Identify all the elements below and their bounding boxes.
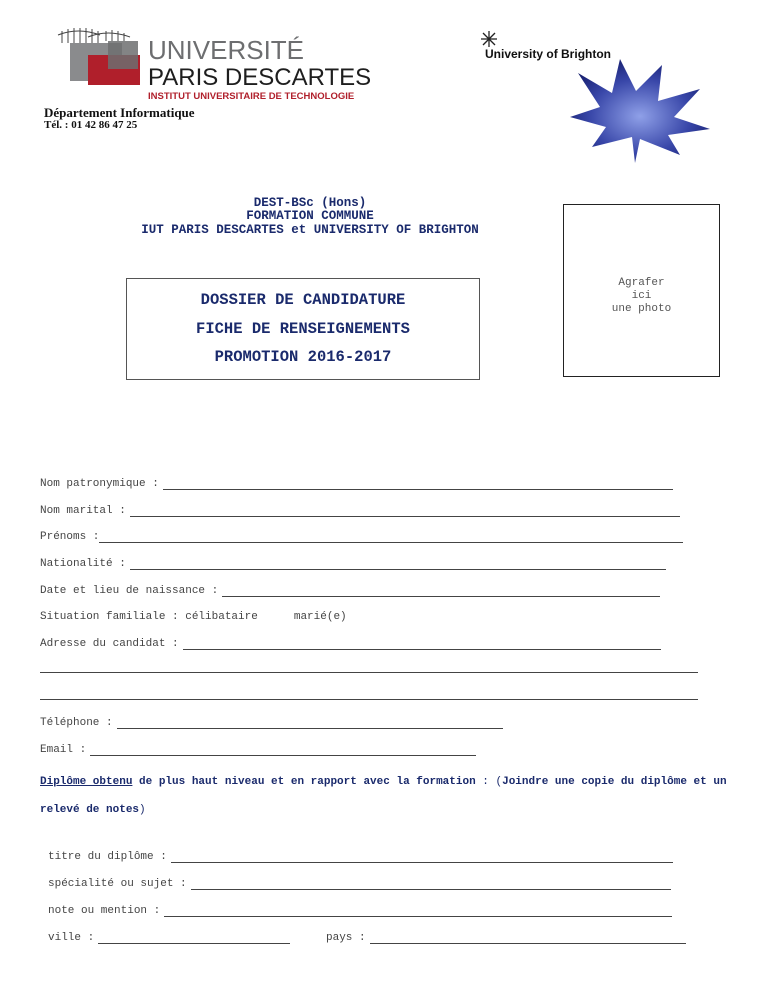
label-specialite: spécialité ou sujet : xyxy=(48,878,187,890)
field-nom-patronymique xyxy=(40,474,673,490)
field-specialite xyxy=(48,874,671,890)
label-titre-diplome: titre du diplôme : xyxy=(48,851,167,863)
input-line-telephone[interactable] xyxy=(117,717,503,729)
label-ville: ville : xyxy=(48,932,95,944)
logo-dark-block xyxy=(108,41,138,69)
photo-box[interactable] xyxy=(563,204,720,377)
label-telephone: Téléphone : xyxy=(40,717,113,729)
field-pays xyxy=(326,928,686,944)
input-line-ville[interactable] xyxy=(98,932,290,944)
title-box xyxy=(126,278,480,380)
photo-line3: une photo xyxy=(611,303,672,315)
diploma-paren-open: ( xyxy=(495,776,503,788)
title-line3: PROMOTION 2016-2017 xyxy=(214,348,392,366)
input-line-nom-patronymique[interactable] xyxy=(163,478,673,490)
field-nom-marital xyxy=(40,501,680,517)
field-titre-diplome xyxy=(48,847,673,863)
input-line-titre-diplome[interactable] xyxy=(171,851,673,863)
input-line-pays[interactable] xyxy=(370,932,686,944)
field-telephone xyxy=(40,713,503,729)
field-date-lieu-naissance xyxy=(40,581,660,597)
universite-paris-descartes-logo xyxy=(48,25,398,105)
diploma-underlined: Diplôme obtenu xyxy=(40,776,133,788)
department-name: Département Informatique xyxy=(44,105,195,120)
input-line-adresse-1[interactable] xyxy=(183,638,661,650)
input-line-prenoms[interactable] xyxy=(99,531,683,543)
univ-line3: INSTITUT UNIVERSITAIRE DE TECHNOLOGIE xyxy=(148,91,355,102)
photo-line1: Agrafer xyxy=(618,277,665,289)
department-phone: Tél. : 01 42 86 47 25 xyxy=(44,119,138,131)
field-prenoms xyxy=(40,527,683,543)
logo-tree-lines xyxy=(58,28,130,43)
title-line2: FICHE DE RENSEIGNEMENTS xyxy=(196,320,410,338)
diploma-bold-rest: de plus haut niveau et en rapport avec la formation xyxy=(132,776,476,788)
program-line3: IUT PARIS DESCARTES et UNIVERSITY OF BRIGHTON xyxy=(141,223,479,237)
label-prenoms: Prénoms : xyxy=(40,531,100,543)
label-nationalite: Nationalité : xyxy=(40,558,126,570)
diploma-join-note: Joindre une copie du diplôme et un relevé de notes xyxy=(40,776,727,816)
field-ville xyxy=(48,928,290,944)
field-nationalite xyxy=(40,554,666,570)
program-line2: FORMATION COMMUNE xyxy=(246,209,374,223)
label-pays: pays : xyxy=(326,932,366,944)
university-of-brighton-name: University of Brighton xyxy=(485,47,612,61)
label-email: Email : xyxy=(40,744,87,756)
input-line-note-mention[interactable] xyxy=(164,905,672,917)
photo-line2: ici xyxy=(631,290,652,302)
label-adresse: Adresse du candidat : xyxy=(40,638,179,650)
field-adresse xyxy=(40,634,661,650)
field-situation-familiale xyxy=(40,607,347,623)
input-line-adresse-2[interactable] xyxy=(40,672,698,673)
program-line1: DEST-BSc (Hons) xyxy=(253,196,367,210)
option-marie[interactable]: marié(e) xyxy=(293,611,347,623)
field-email xyxy=(40,740,476,756)
label-nom-marital: Nom marital : xyxy=(40,505,126,517)
input-line-adresse-3[interactable] xyxy=(40,699,698,700)
title-line1: DOSSIER DE CANDIDATURE xyxy=(200,291,406,309)
diploma-paren-close: ) xyxy=(139,804,146,816)
input-line-email[interactable] xyxy=(90,744,476,756)
input-line-specialite[interactable] xyxy=(191,878,671,890)
label-date-lieu-naissance: Date et lieu de naissance : xyxy=(40,585,219,597)
label-nom-patronymique: Nom patronymique : xyxy=(40,478,159,490)
diploma-colon: : xyxy=(475,776,496,788)
brighton-star-icon xyxy=(478,30,500,48)
univ-line1: UNIVERSITÉ xyxy=(148,35,305,65)
field-note-mention xyxy=(48,901,672,917)
label-note-mention: note ou mention : xyxy=(48,905,161,917)
diploma-heading xyxy=(40,768,740,824)
input-line-nom-marital[interactable] xyxy=(130,505,680,517)
univ-line2: PARIS DESCARTES xyxy=(148,64,372,91)
input-line-nationalite[interactable] xyxy=(130,558,666,570)
input-line-date-lieu-naissance[interactable] xyxy=(222,585,660,597)
label-situation-familiale: Situation familiale : célibataire xyxy=(40,611,258,623)
blue-leaf-logo xyxy=(540,55,720,165)
